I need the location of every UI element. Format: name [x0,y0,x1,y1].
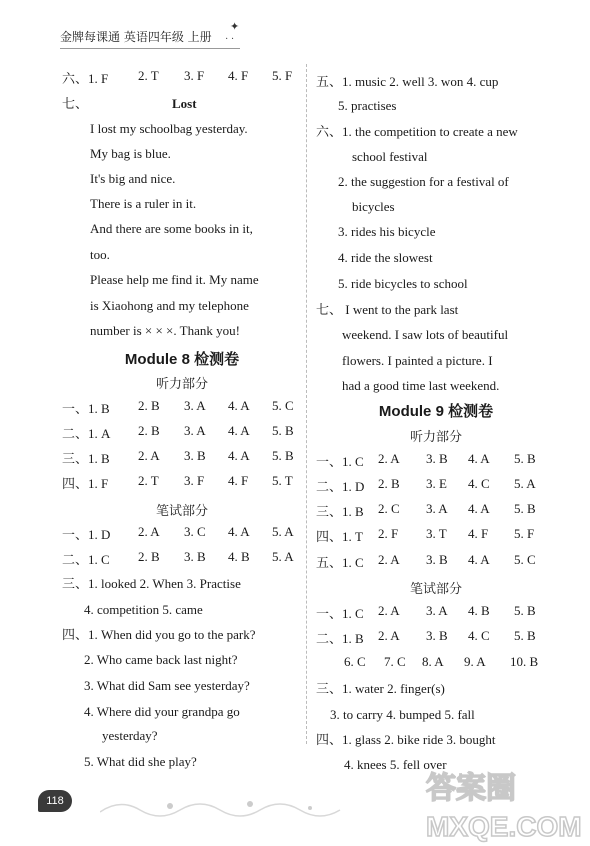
answer-cell: 4. F [468,526,489,541]
answer-cell: 2. B [138,398,160,413]
answer-cell: 5. A [272,524,294,539]
dots-decoration: · · [225,34,235,45]
answer-cell: 5. B [272,423,294,438]
answer-cell: 3. C [184,524,206,539]
writing-heading: 笔试部分 [409,582,462,597]
answer-cell: 2. C [378,501,400,516]
answer-row [62,398,302,418]
answer-cell: 2. B [138,549,160,564]
answer-row [316,501,556,521]
answer-cell: 3. B [184,448,206,463]
book-title: 金牌每课通 英语四年级 上册 [60,30,212,44]
essay-title: Lost [172,96,197,111]
answer-row [62,524,302,544]
module-8-title: Module 8 检测卷 [124,351,240,368]
essay-line: is Xiaohong and my telephone [90,298,249,313]
answer-cell: 3. A [426,501,448,516]
answer-cell: 三、1. B [316,504,364,519]
answer-cell: 3. A [426,603,448,618]
answer-cell: 2. A [378,552,400,567]
answer-cell: 4. B [228,549,250,564]
answer-cell: 10. B [510,654,539,669]
answer-row [316,654,556,674]
answer-cell: 2. B [138,423,160,438]
answer-cell: 5. B [514,501,536,516]
answer-cell: 3. B [426,552,448,567]
answer-line: 4. competition 5. came [84,602,203,617]
answer-cell: 3. T [426,526,447,541]
answer-row [316,603,556,623]
listening-heading: 听力部分 [155,377,208,392]
essay-line: I lost my schoolbag yesterday. [90,121,248,136]
answer-cell: 2. A [378,628,400,643]
answer-cell: 一、1. C [316,606,364,621]
answer-cell: 5. C [272,398,294,413]
answer-row [62,423,302,443]
answer-cell: 3. B [426,628,448,643]
answer-line: 3. What did Sam see yesterday? [84,678,250,693]
answer-cell: 二、1. B [316,631,364,646]
answer-cell: 7. C [384,654,406,669]
answer-row [316,476,556,496]
answer-cell: 二、1. A [62,426,111,441]
answer-cell: 四、1. T [316,529,363,544]
answer-cell: 5. T [272,473,293,488]
answer-row [316,628,556,648]
star-icon: ✦ [230,21,240,33]
answer-cell: 2. A [138,524,160,539]
answer-cell: 4. F [228,68,249,83]
answer-cell: 2. A [138,448,160,463]
answer-cell: 9. A [464,654,486,669]
answer-cell: 二、1. C [62,552,110,567]
module-9-title: Module 9 检测卷 [378,403,494,420]
svg-text:答案圈: 答案圈 [426,771,516,806]
essay-line: It's big and nice. [90,171,176,186]
answer-cell: 一、1. B [62,401,110,416]
answer-cell: 五、1. C [316,555,364,570]
answer-row-6 [62,68,302,88]
answer-cell: 4. A [228,423,250,438]
essay-line: Please help me find it. My name [90,272,259,287]
answer-cell: 2. F [378,526,399,541]
answer-line: 4. knees 5. fell over [344,757,447,772]
answer-cell: 5. F [272,68,293,83]
answer-line: bicycles [352,199,395,214]
answer-cell: 二、1. D [316,479,365,494]
answer-line: 4. ride the slowest [338,250,433,265]
answer-line: 2. the suggestion for a festival of [338,174,509,189]
svg-text:MXQE.COM: MXQE.COM [426,811,582,842]
answer-row [316,451,556,471]
answer-row [62,549,302,569]
answer-cell: 4. A [468,552,490,567]
answer-cell: 3. E [426,476,447,491]
answer-cell: 6. C [344,654,366,669]
section-label-7: 七、 [62,96,89,111]
answer-line: 四、1. When did you go to the park? [62,627,256,642]
answer-cell: 六、1. F [62,71,109,86]
essay-line: had a good time last weekend. [342,378,500,393]
answer-line: 5. What did she play? [84,754,197,769]
essay-line: flowers. I painted a picture. I [342,353,493,368]
answer-cell: 3. A [184,423,206,438]
answer-cell: 4. A [228,398,250,413]
answer-line: 2. Who came back last night? [84,652,238,667]
essay-line: number is × × ×. Thank you! [90,323,240,338]
answer-cell: 4. B [468,603,490,618]
answer-cell: 4. A [468,451,490,466]
answer-line: 五、1. music 2. well 3. won 4. cup [316,74,499,89]
answer-cell: 四、1. F [62,476,109,491]
answer-cell: 5. B [514,603,536,618]
answer-cell: 一、1. C [316,454,364,469]
answer-cell: 2. B [378,476,400,491]
answer-cell: 5. F [514,526,535,541]
answer-line: 三、1. looked 2. When 3. Practise [62,576,241,591]
answer-cell: 3. B [426,451,448,466]
answer-line: 5. practises [338,98,397,113]
answer-cell: 8. A [422,654,444,669]
answer-cell: 5. B [272,448,294,463]
essay-line: 七、 I went to the park last [316,302,459,317]
answer-row [316,552,556,572]
answer-line: 3. to carry 4. bumped 5. fall [330,707,475,722]
answer-row [62,473,302,493]
answer-line: 4. Where did your grandpa go [84,704,240,719]
answer-line: 三、1. water 2. finger(s) [316,681,445,696]
answer-line: 3. rides his bicycle [338,224,436,239]
essay-line: too. [90,247,110,262]
answer-cell: 5. B [514,451,536,466]
essay-line: And there are some books in it, [90,221,253,236]
answer-cell: 3. F [184,68,205,83]
header-divider [60,48,240,49]
page-number: 118 [38,790,72,812]
answer-cell: 4. A [468,501,490,516]
essay-line: My bag is blue. [90,146,171,161]
answer-cell: 2. T [138,68,159,83]
answer-cell: 2. A [378,603,400,618]
answer-line: 六、1. the competition to create a new [316,124,518,139]
listening-heading: 听力部分 [409,430,462,445]
answer-cell: 5. C [514,552,536,567]
decorative-wave-icon [100,792,360,822]
answer-line: 四、1. glass 2. bike ride 3. bought [316,732,496,747]
column-divider [306,64,307,744]
writing-heading: 笔试部分 [155,504,208,519]
answer-cell: 4. A [228,524,250,539]
answer-cell: 5. A [272,549,294,564]
answer-cell: 5. B [514,628,536,643]
answer-cell: 4. C [468,628,490,643]
answer-cell: 5. A [514,476,536,491]
answer-cell: 4. C [468,476,490,491]
answer-line: 5. ride bicycles to school [338,276,468,291]
answer-cell: 一、1. D [62,527,111,542]
answer-cell: 三、1. B [62,451,110,466]
answer-row [316,526,556,546]
essay-line: weekend. I saw lots of beautiful [342,327,509,342]
answer-cell: 2. T [138,473,159,488]
answer-cell: 2. A [378,451,400,466]
answer-line: yesterday? [102,728,158,743]
answer-cell: 4. F [228,473,249,488]
answer-cell: 3. A [184,398,206,413]
page-header [60,21,260,46]
answer-line: school festival [352,149,428,164]
answer-row [62,448,302,468]
answer-cell: 3. F [184,473,205,488]
essay-line: There is a ruler in it. [90,196,197,211]
answer-cell: 3. B [184,549,206,564]
watermark-logo [420,760,590,846]
answer-cell: 4. A [228,448,250,463]
